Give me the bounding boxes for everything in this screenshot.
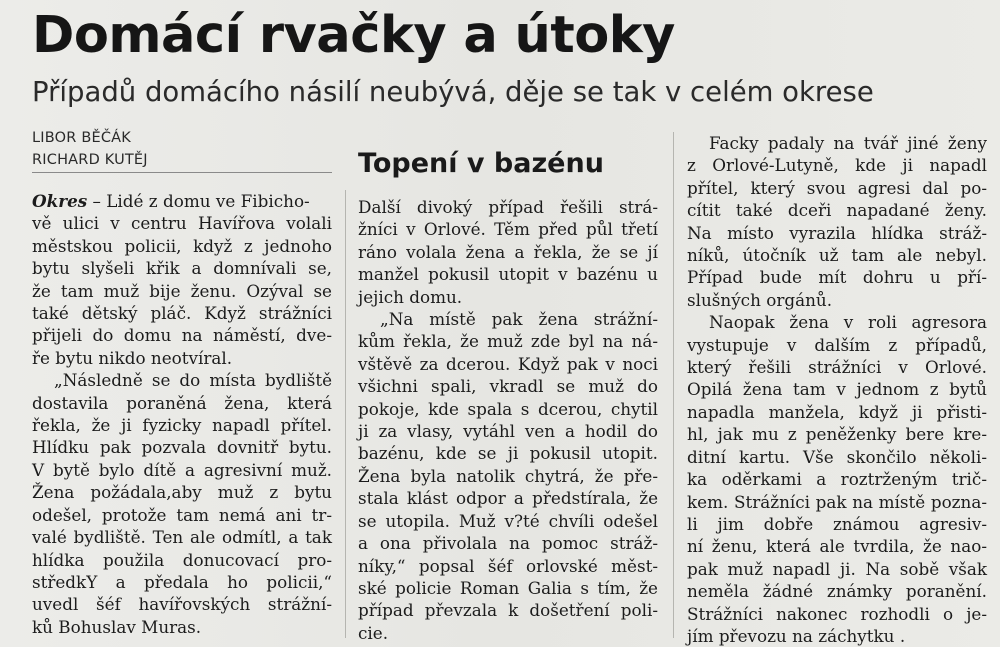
text-line: vystupuje v dalším z případů, (687, 334, 987, 355)
text-line: případ převzala k došetření poli- (358, 600, 658, 621)
text-line: Žena požádala,aby muž z bytu (32, 482, 332, 503)
text-line: dostavila poraněná žena, která (32, 392, 332, 413)
text-line: valé bydliště. Ten ale odmítl, a tak (32, 527, 332, 548)
article-column-2 (358, 196, 658, 644)
text-line: všichni spali, vkradl se muž do (358, 376, 658, 397)
text-line: Případ bude mít dohru u pří- (687, 267, 987, 288)
text-line: stala klást odpor a předstírala, že (358, 488, 658, 509)
text-line: pokoje, kde spala s dcerou, chytil (358, 398, 658, 419)
text-line: z Orlové-Lutyně, kde ji napadl (687, 155, 987, 176)
text-line: Strážníci nakonec rozhodli o je- (687, 603, 987, 624)
text-line: hlídka použila donucovací pro- (32, 549, 332, 570)
text-line: uvedl šéf havířovských strážní- (32, 594, 332, 615)
text-line: vštěvě za dcerou. Když pak v noci (358, 353, 658, 374)
text-line: Žena byla natolik chytrá, že pře- (358, 465, 658, 486)
text-line: ka oděrkami a roztrženým trič- (687, 469, 987, 490)
text-line: cie. (358, 622, 389, 643)
text-line: níky,“ popsal šéf orlovské měst- (358, 555, 658, 576)
text-line: vě ulici v centru Havířova volali (32, 213, 332, 234)
byline-rule (32, 172, 332, 173)
text-line: jím převozu na záchytku . (687, 625, 906, 646)
text-line: „Na místě pak žena strážní- (380, 309, 658, 330)
text-line: řekla, že ji fyzicky napadl přítel. (32, 415, 332, 436)
text-line: který řešili strážníci v Orlové. (687, 357, 987, 378)
text-line: ji za vlasy, vytáhl ven a hodil do (358, 421, 658, 442)
text-line: níků, útočník už tam ale nebyl. (687, 245, 987, 266)
text-line: Hlídku pak pozvala dovnitř bytu. (32, 437, 332, 458)
text-line: ře bytu nikdo neotvíral. (32, 347, 233, 368)
text-line: bytu slyšeli křik a domnívali se, (32, 258, 332, 279)
author-byline-1: LIBOR BĚČÁK (32, 130, 132, 146)
text-line: bazénu, kde se ji pokusil utopit. (358, 443, 658, 464)
text-line: hl, jak mu z peněženky bere kre- (687, 424, 987, 445)
text-line-rest: – Lidé z domu ve Fibicho- (87, 191, 310, 211)
text-line: Opilá žena tam v jednom z bytů (687, 379, 987, 400)
text-line: napadla manžela, když ji přisti- (687, 401, 987, 422)
text-line: se utopila. Muž v?té chvíli odešel (358, 510, 658, 531)
text-line: přítel, který svou agresi dal po- (687, 177, 987, 198)
text-line: také dětský pláč. Když strážníci (32, 303, 332, 324)
text-line: li jim dobře známou agresiv- (687, 513, 987, 534)
text-line: že tam muž bije ženu. Ozýval se (32, 280, 332, 301)
author-byline-2: RICHARD KUTĚJ (32, 152, 148, 168)
text-line: manžel pokusil utopit v bazénu u (358, 264, 658, 285)
text-line: odešel, protože tam nemá ani tr- (32, 504, 332, 525)
text-line: kům řekla, že muž zde byl na ná- (358, 331, 658, 352)
text-line (32, 190, 332, 212)
text-line: V bytě bylo dítě a agresivní muž. (32, 459, 332, 480)
text-line: žníci v Orlové. Těm před půl třetí (358, 219, 658, 240)
article-column-1 (32, 190, 332, 638)
text-line: cítit také dceři napadané ženy. (687, 200, 987, 221)
text-line: Facky padaly na tvář jiné ženy (709, 133, 987, 153)
text-line: kem. Strážníci pak na místě pozna- (687, 491, 987, 512)
text-line: Naopak žena v roli agresora (709, 312, 987, 333)
text-line: Na místo vyrazila hlídka stráž- (687, 222, 987, 243)
text-line: ské policie Roman Galia s tím, že (358, 577, 658, 598)
text-line: ráno volala žena a řekla, že se jí (358, 241, 658, 262)
text-line: ní ženu, která ale tvrdila, že nao- (687, 536, 987, 557)
column-divider-1 (345, 190, 346, 638)
article-headline: Domácí rvačky a útoky (32, 6, 675, 65)
text-line: přijeli do domu na náměstí, dve- (32, 325, 332, 346)
text-line: městskou policii, když z jednoho (32, 235, 332, 256)
text-line: slušných orgánů. (687, 289, 833, 310)
text-line: pak muž napadl ji. Na sobě však (687, 558, 987, 579)
dateline: Okres (32, 191, 88, 211)
column-divider-2 (673, 132, 674, 638)
article-subheadline: Případů domácího násilí neubývá, děje se tak v celém okrese (32, 76, 874, 108)
text-line: Další divoký případ řešili strá- (358, 197, 658, 217)
text-line: ditní kartu. Vše skončilo několi- (687, 446, 987, 467)
text-line: ků Bohuslav Muras. (32, 616, 202, 637)
article-column-3 (687, 132, 987, 647)
text-line: jejich domu. (358, 286, 463, 307)
text-line: středkY a předala ho policii,“ (32, 571, 332, 592)
text-line: „Následně se do místa bydliště (54, 370, 332, 391)
section-subheading: Topení v bazénu (358, 148, 604, 179)
text-line: neměla žádné známky poranění. (687, 581, 987, 602)
text-line: a ona přivolala na pomoc stráž- (358, 533, 658, 554)
